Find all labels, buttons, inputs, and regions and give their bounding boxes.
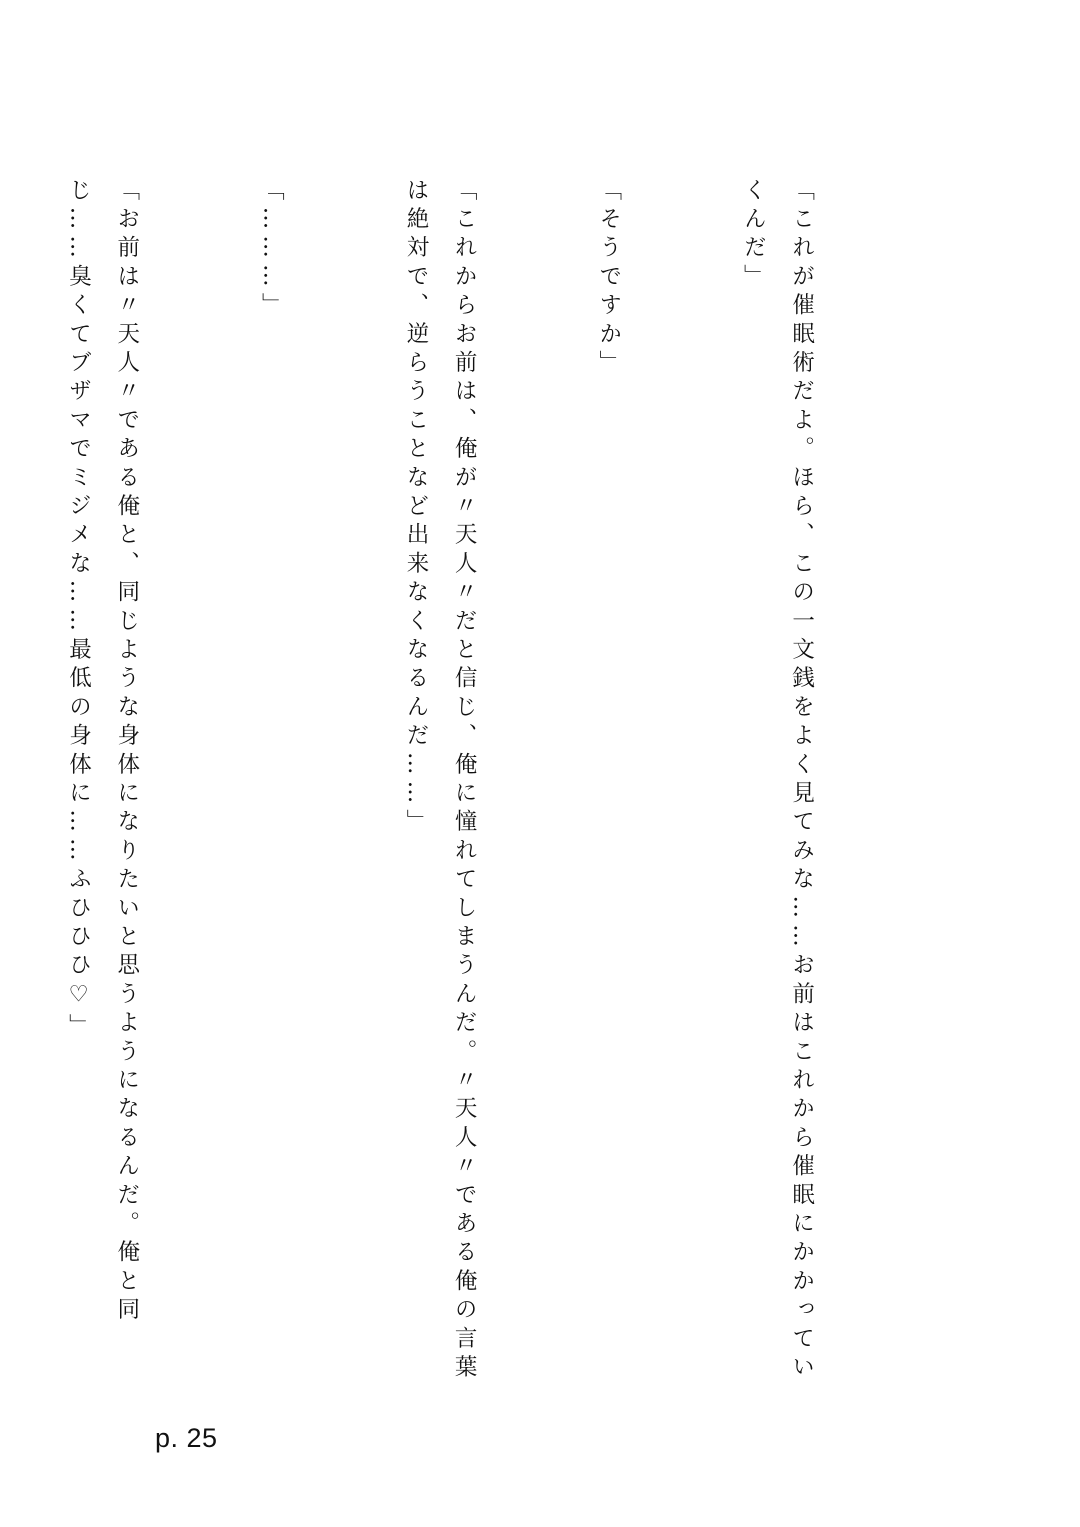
paragraph-4: 「………」 xyxy=(258,178,285,322)
vertical-text-block xyxy=(0,178,922,1408)
page-number: p. 25 xyxy=(155,1423,218,1453)
paragraph-2: 「そうですか」 xyxy=(595,178,622,379)
page-body xyxy=(65,178,922,1408)
paragraph-1: 「これが催眠術だよ。ほら、この一文銭をよく見てみな……お前はこれから催眠にかかっていくんだ」 xyxy=(740,178,815,1384)
paragraph-5: 「お前は〃天人〃である俺と、同じような身体になりたいと思うようになるんだ。俺と同じ……臭くてブザマでミジメな……最低の身体に……ふひひひ♡」 xyxy=(65,178,140,1326)
paragraph-3: 「これからお前は、俺が〃天人〃だと信じ、俺に憧れてしまうんだ。〃天人〃である俺の言葉は絶対で、逆らうことなど出来なくなるんだ……」 xyxy=(402,178,478,1384)
